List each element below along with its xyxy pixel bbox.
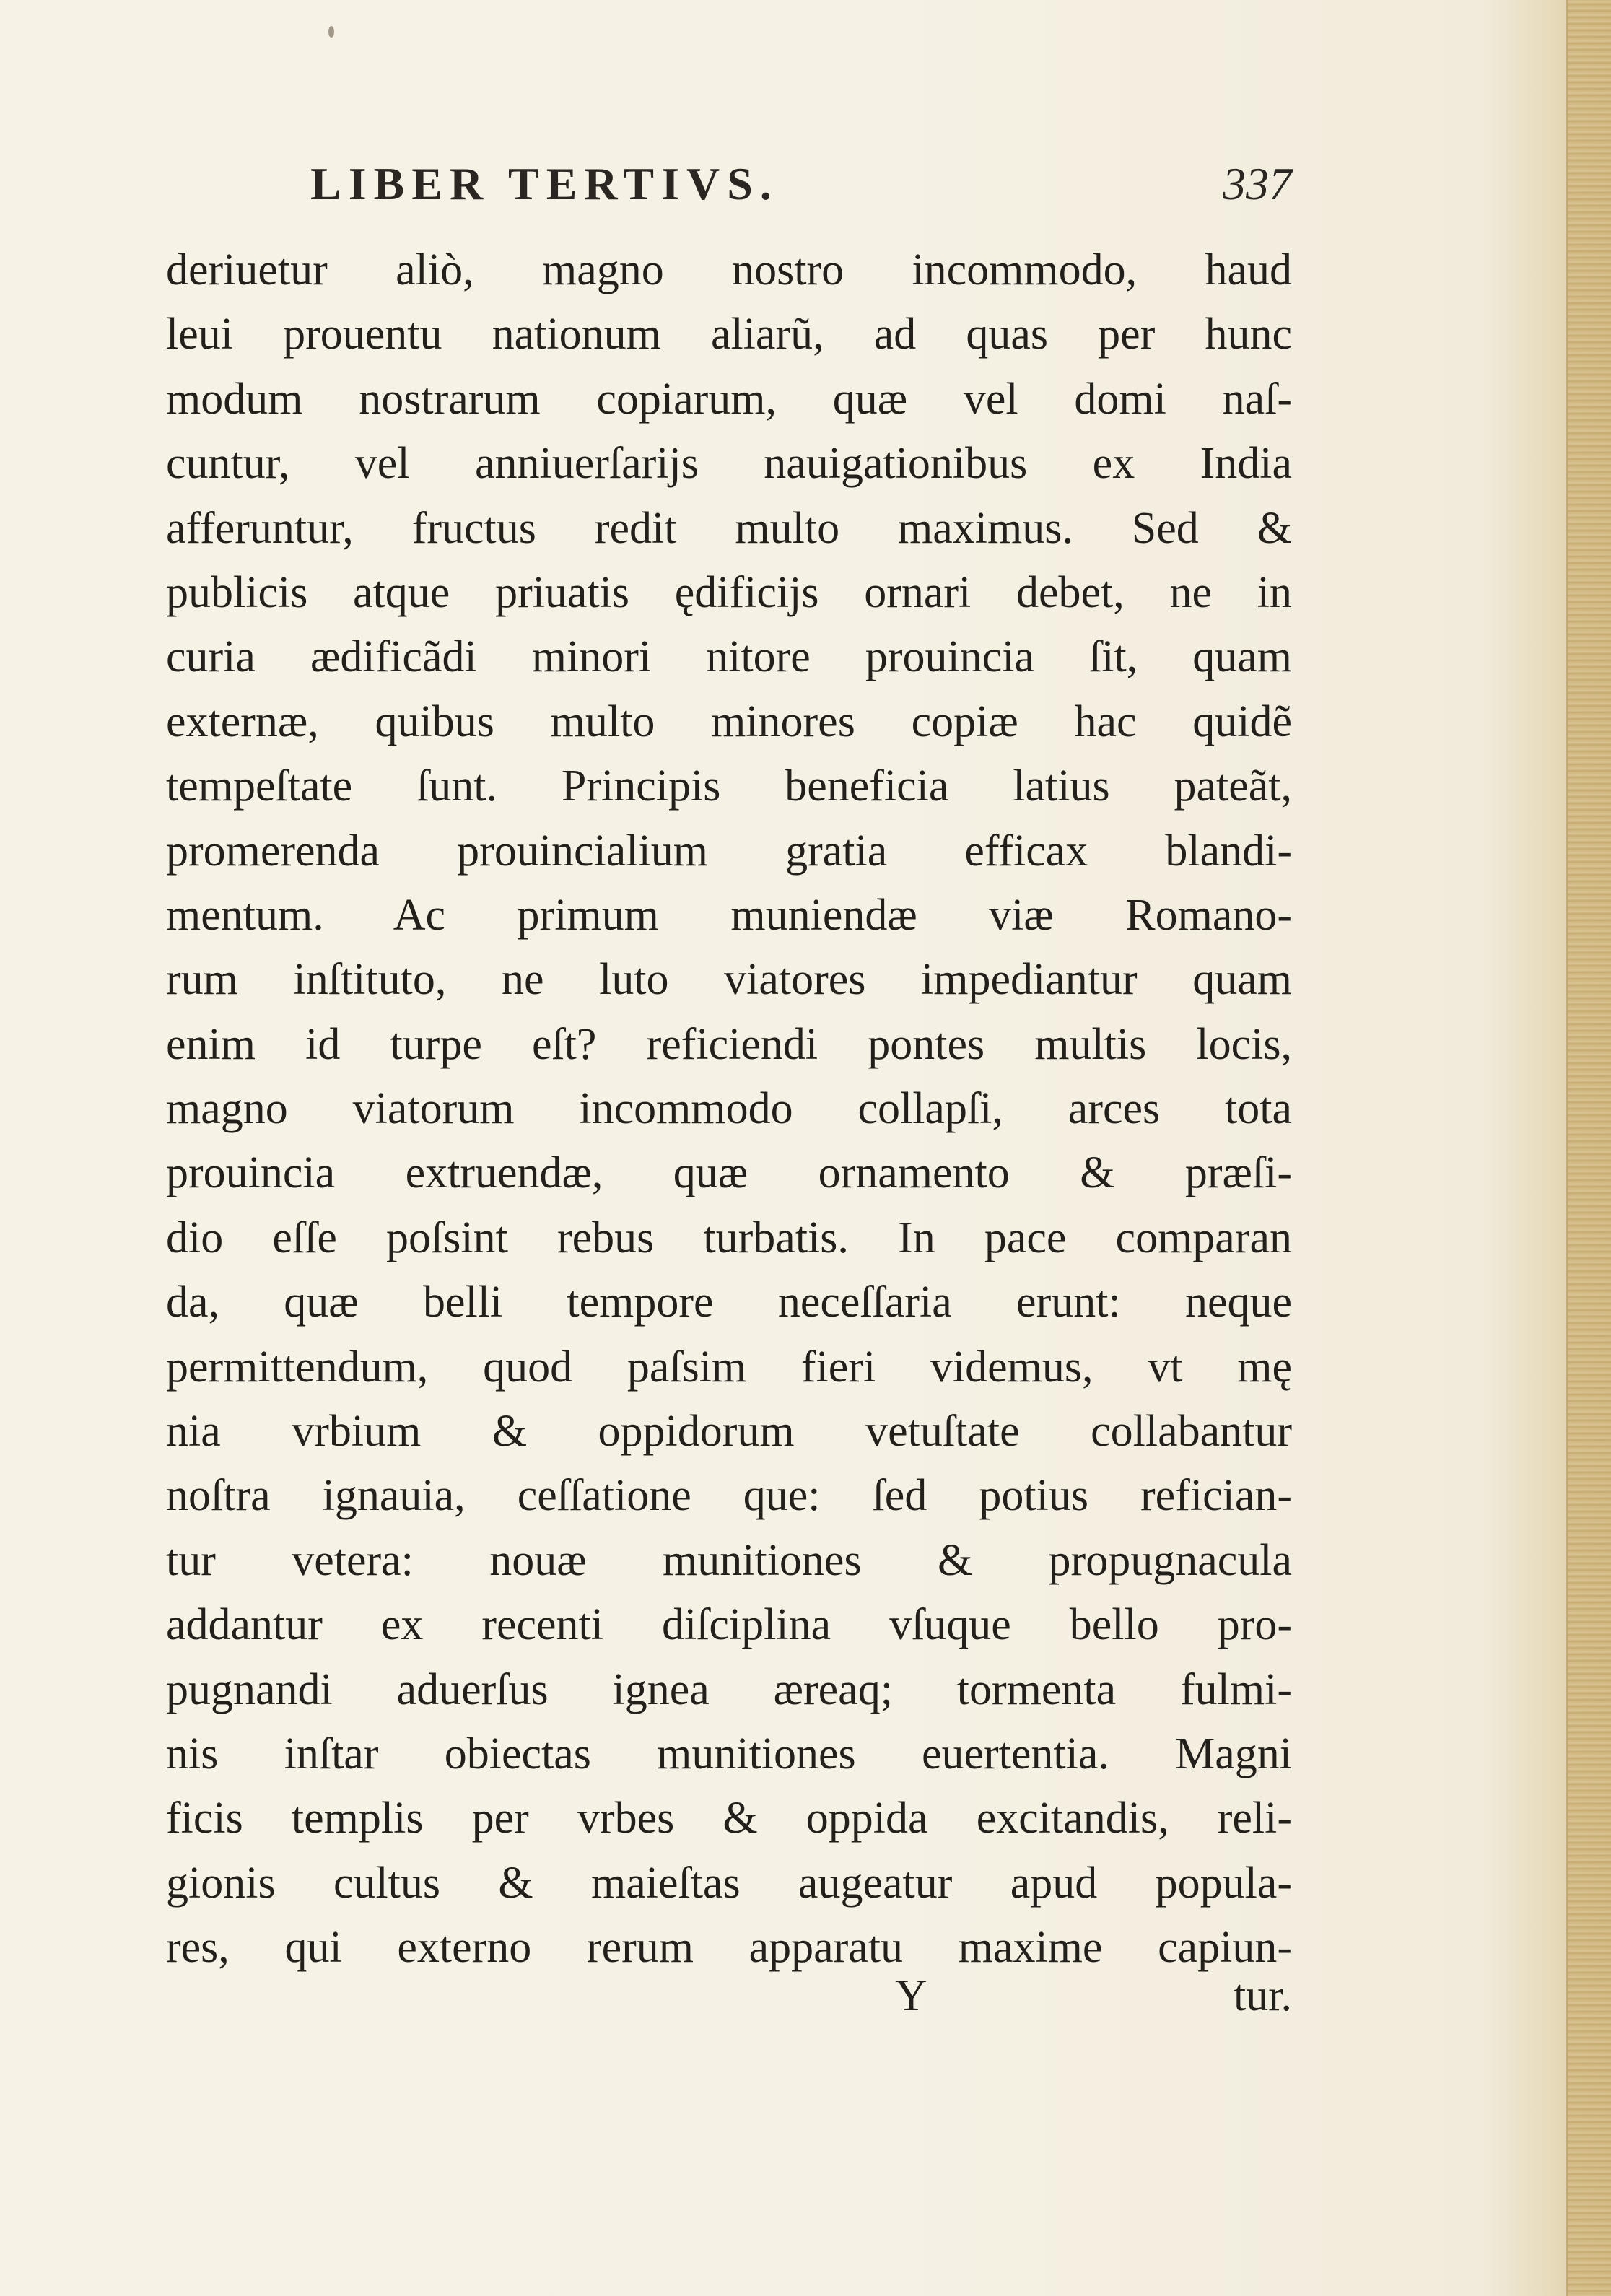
page-footer — [166, 1970, 1292, 2035]
page-fore-edge — [1566, 0, 1611, 2296]
text-line: promerenda prouincialium gratia efficax blandi- — [166, 826, 1292, 876]
folio-number: 337 — [1223, 158, 1292, 209]
page-header — [166, 157, 1292, 222]
text-line: modum nostrarum copiarum, quæ vel domi naſ- — [166, 374, 1292, 424]
text-line: prouincia extruendæ, quæ ornamento & præſi- — [166, 1148, 1292, 1198]
text-line: da, quæ belli tempore neceſſaria erunt: neque — [166, 1278, 1292, 1327]
text-line: rum inſtituto, ne luto viatores impediantur quam — [166, 955, 1292, 1005]
text-line: addantur ex recenti diſciplina vſuque bello pro- — [166, 1600, 1292, 1650]
running-title: LIBER TERTIVS. — [310, 158, 779, 209]
text-line: permittendum, quod paſsim fieri videmus, vt mę — [166, 1342, 1292, 1392]
text-line: curia ædificãdi minori nitore prouincia ſit, quam — [166, 632, 1292, 682]
text-line: pugnandi aduerſus ignea æreaq; tormenta fulmi- — [166, 1664, 1292, 1714]
text-line: nis inſtar obiectas munitiones euertentia. Magni — [166, 1729, 1292, 1778]
text-line: dio eſſe poſsint rebus turbatis. In pace comparan — [166, 1213, 1292, 1262]
text-line: magno viatorum incommodo collapſi, arces tota — [166, 1084, 1292, 1134]
text-line: ficis templis per vrbes & oppida excitandis, reli- — [166, 1794, 1292, 1843]
body-text — [166, 238, 1292, 1981]
text-line: leui prouentu nationum aliarũ, ad quas per hunc — [166, 310, 1292, 359]
text-line: afferuntur, fructus redit multo maximus. Sed & — [166, 503, 1292, 553]
ink-speck — [328, 26, 334, 38]
text-line: nia vrbium & oppidorum vetuſtate collabantur — [166, 1407, 1292, 1457]
text-line: deriuetur aliò, magno nostro incommodo, haud — [166, 245, 1292, 294]
text-line: res, qui externo rerum apparatu maxime capiun- — [166, 1923, 1292, 1973]
signature-mark: Y — [895, 1971, 927, 2020]
text-line: cuntur, vel anniuerſarijs nauigationibus ex India — [166, 439, 1292, 489]
text-line: noſtra ignauia, ceſſatione que: ſed potius refician- — [166, 1471, 1292, 1521]
text-line: publicis atque priuatis ędificijs ornari debet, ne in — [166, 567, 1292, 617]
text-line: tur vetera: nouæ munitiones & propugnacula — [166, 1535, 1292, 1585]
text-line: gionis cultus & maieſtas augeatur apud popula- — [166, 1858, 1292, 1908]
text-line: mentum. Ac primum muniendæ viæ Romano- — [166, 890, 1292, 940]
text-line: tempeſtate ſunt. Principis beneficia latius pateãt, — [166, 761, 1292, 811]
catchword: tur. — [1234, 1971, 1292, 2020]
text-line: externæ, quibus multo minores copiæ hac quidẽ — [166, 697, 1292, 746]
text-line: enim id turpe eſt? reficiendi pontes multis locis, — [166, 1019, 1292, 1069]
